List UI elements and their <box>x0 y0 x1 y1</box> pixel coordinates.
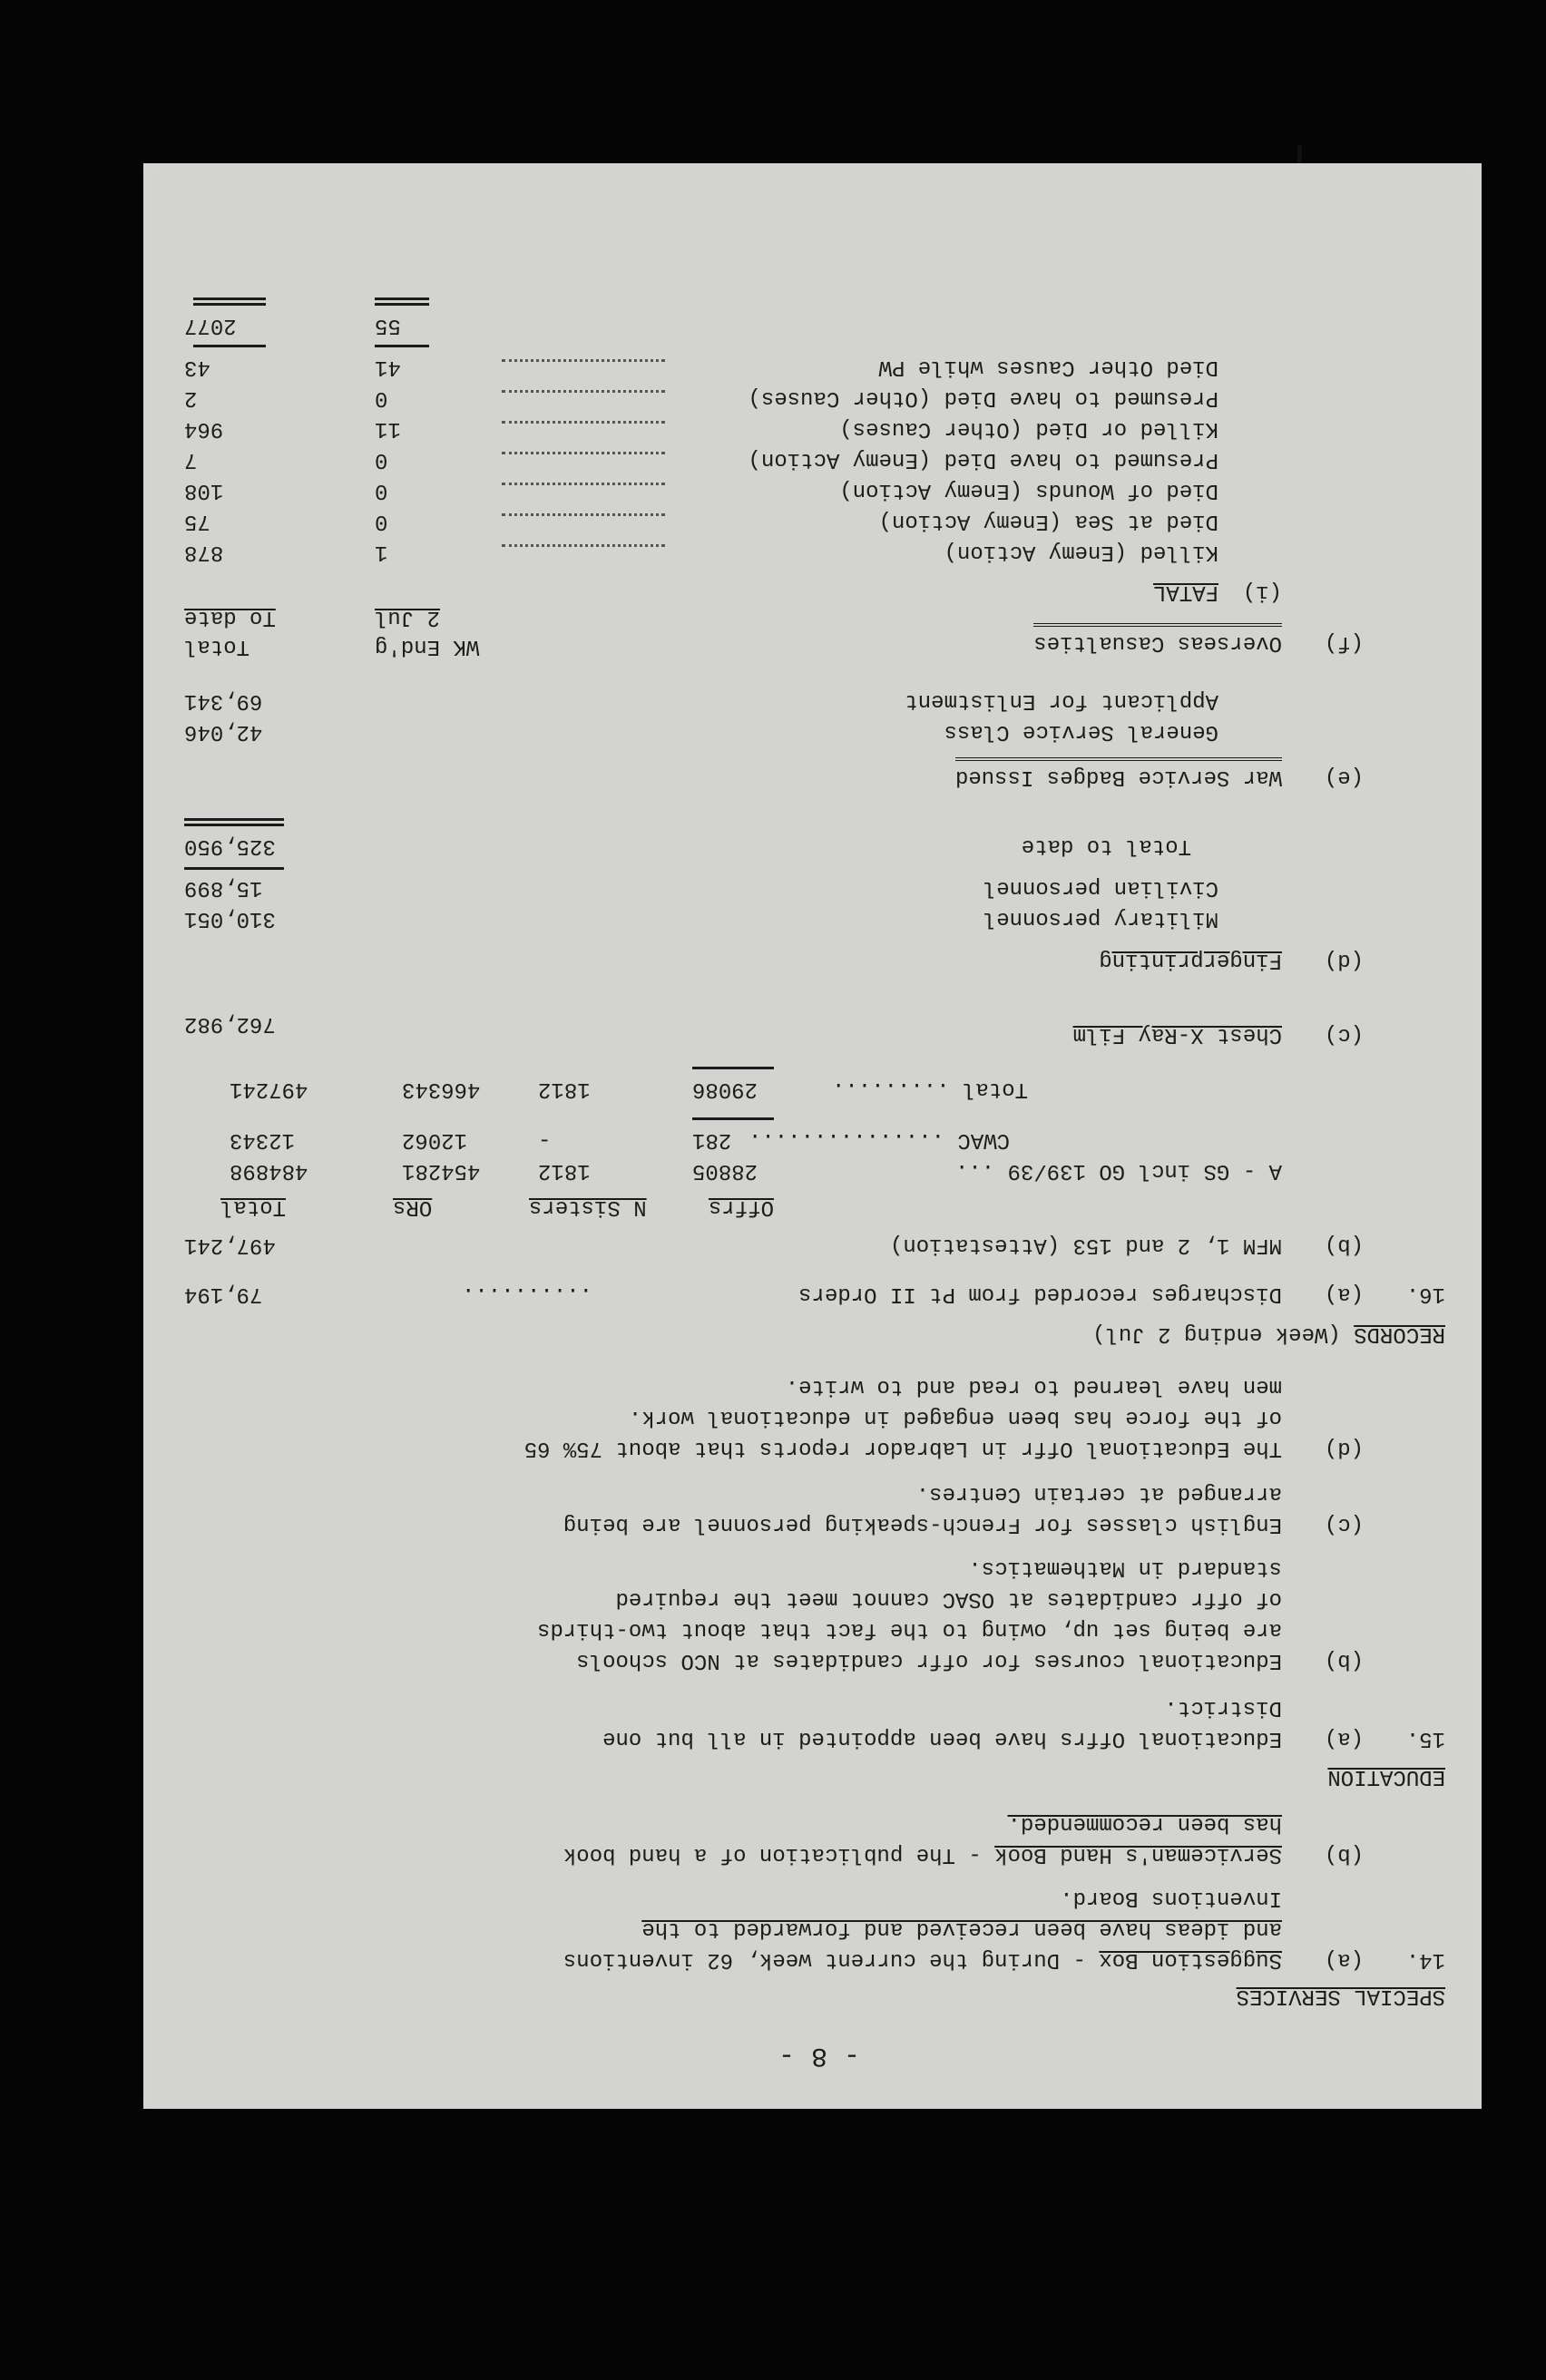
week-col-header-2: 2 Jul <box>375 605 441 629</box>
item-16a-label: (a) <box>1324 1282 1364 1306</box>
total-col-header-2: To date <box>184 605 276 629</box>
item-14a-label: (a) <box>1324 1947 1364 1972</box>
row-cwac-ors: 12062 <box>402 1127 468 1152</box>
row-total-label: Total <box>962 1077 1028 1101</box>
row-ags-n-sisters: 1812 <box>538 1158 591 1183</box>
fingerprint-total-label: Total to date <box>1021 834 1191 858</box>
fatal-row-label: Killed or Died (Other Causes) <box>839 416 1218 441</box>
item-16c-label: (c) <box>1324 1022 1364 1047</box>
week-sum-rule <box>375 345 429 347</box>
document-page <box>143 163 1482 2109</box>
fatal-row-week-value: 1 <box>375 540 388 564</box>
item-14b-line-1 <box>563 1839 1282 1869</box>
row-total-offrs: 29086 <box>692 1077 758 1101</box>
fatal-row-total-value: 878 <box>184 540 224 564</box>
item-15a-label: (a) <box>1324 1726 1364 1751</box>
item-16e-label: (e) <box>1324 765 1364 789</box>
col-header-n-sisters: N Sisters <box>529 1195 647 1219</box>
fatal-row-week-value: 0 <box>375 478 388 502</box>
fatal-row-label: Died at Sea (Enemy Action) <box>878 509 1218 533</box>
special-services-heading: SPECIAL SERVICES <box>1236 1984 1445 2008</box>
item-15a-line-1: Educational Offrs have been appointed in all but one <box>602 1726 1282 1751</box>
fatal-row-leader <box>502 421 665 444</box>
item-16-number: 16. <box>1405 1282 1445 1306</box>
item-14-number: 14. <box>1405 1947 1445 1972</box>
badges-applicant-value: 69,341 <box>184 688 263 713</box>
col-header-ors: ORs <box>393 1195 433 1219</box>
fingerprint-sum-rule <box>184 867 284 870</box>
fatal-week-total: 55 <box>375 313 401 337</box>
fatal-row-week-value: 0 <box>375 447 388 472</box>
item-15a-line-2: District. <box>1164 1695 1282 1720</box>
row-cwac-offrs: 281 <box>692 1127 732 1152</box>
fingerprint-total-rule <box>184 818 284 826</box>
fatal-label: (i) <box>1242 580 1282 604</box>
fatal-row-leader <box>502 359 665 382</box>
item-14a-line-2: and ideas have been received and forwarded to the <box>641 1917 1282 1941</box>
item-14a-line-1 <box>563 1944 1282 1975</box>
fatal-row-total-value: 75 <box>184 509 210 533</box>
badges-gs-value: 42,046 <box>184 719 263 744</box>
item-14b-label: (b) <box>1324 1842 1364 1867</box>
fingerprint-total-value: 325,950 <box>184 834 276 858</box>
row-cwac-n-sisters: - <box>538 1127 552 1152</box>
row-ags-ors: 454281 <box>402 1158 481 1183</box>
fatal-row-leader <box>502 544 665 567</box>
hand-book-title: Serviceman's Hand Book <box>994 1842 1282 1867</box>
item-16a-leader: .......... <box>461 1282 592 1306</box>
fatal-row-week-value: 41 <box>375 355 401 379</box>
fatal-row-total-value: 108 <box>184 478 224 502</box>
fatal-row-leader <box>502 452 665 474</box>
fatal-overall-total: 2077 <box>184 313 237 337</box>
item-15d-line-3: men have learned to read and to write. <box>785 1374 1282 1399</box>
suggestion-box-title: Suggestion Box <box>1099 1947 1282 1972</box>
badges-applicant-label: Applicant for Enlistment <box>905 688 1218 713</box>
hand-book-text: - The publication of a hand book <box>563 1842 995 1867</box>
fatal-row-label: Presumed to have Died (Other Causes) <box>748 385 1218 410</box>
fingerprint-civilian-value: 15,899 <box>184 875 263 900</box>
attestation-value: 497,241 <box>184 1233 276 1257</box>
table-row-label <box>832 1073 1028 1104</box>
row-total-leader: ......... <box>831 1077 950 1101</box>
item-16b-label: (b) <box>1324 1233 1364 1257</box>
item-15b-label: (b) <box>1324 1648 1364 1673</box>
fatal-row-label: Presumed to have Died (Enemy Action) <box>748 447 1218 472</box>
row-total-n-sisters: 1812 <box>538 1077 591 1101</box>
chest-xray-value: 762,982 <box>184 1011 276 1036</box>
row-ags-leader: ... <box>954 1158 995 1183</box>
fatal-title: FATAL <box>1152 580 1218 604</box>
records-week-note: (Week ending 2 Jul) <box>1092 1322 1341 1346</box>
fatal-row-week-value: 0 <box>375 385 388 410</box>
total-col-header-1: Total <box>184 634 250 658</box>
chest-xray-title: Chest X-Ray Film <box>1072 1022 1282 1047</box>
badges-title: War Service Badges Issued <box>955 757 1282 792</box>
item-16a-text: Discharges recorded from Pt II Orders <box>798 1282 1282 1306</box>
item-15b-line-3: of offr candidates at OSAC cannot meet the required <box>615 1586 1282 1611</box>
item-15c-line-1: English classes for French-speaking personnel are being <box>563 1512 1282 1536</box>
fatal-row-total-value: 43 <box>184 355 210 379</box>
row-cwac-total: 12343 <box>230 1127 296 1152</box>
item-15d-label: (d) <box>1324 1436 1364 1460</box>
offrs-sum-rule <box>692 1117 774 1120</box>
item-15d-line-2: of the force has been engaged in educational work. <box>628 1405 1282 1429</box>
edge-tick-mark <box>1297 145 1302 163</box>
badges-gs-label: General Service Class <box>944 719 1218 744</box>
page-number: - 8 - <box>778 2040 860 2071</box>
fatal-row-leader <box>502 483 665 505</box>
fatal-row-leader <box>502 513 665 536</box>
item-15b-line-4: standard in Mathematics. <box>968 1556 1282 1580</box>
week-total-rule <box>375 298 429 306</box>
item-15c-label: (c) <box>1324 1512 1364 1536</box>
item-14b-line-2: has been recommended. <box>1007 1811 1282 1836</box>
col-header-offrs: Offrs <box>708 1195 774 1219</box>
fatal-row-total-value: 7 <box>184 447 198 472</box>
item-16d-label: (d) <box>1324 948 1364 972</box>
row-ags-total: 484898 <box>230 1158 308 1183</box>
row-total-total: 497241 <box>230 1077 308 1101</box>
discharges-value: 79,194 <box>184 1282 263 1306</box>
row-ags-label: A - GS incl GO 139/39 <box>1007 1158 1282 1183</box>
item-14a-line-3: Inventions Board. <box>1060 1886 1282 1910</box>
item-16f-label: (f) <box>1324 630 1364 655</box>
fatal-row-week-value: 0 <box>375 509 388 533</box>
fingerprint-military-label: Military personnel <box>983 906 1218 931</box>
row-ags-offrs: 28805 <box>692 1158 758 1183</box>
offrs-total-rule <box>692 1067 774 1069</box>
row-cwac-leader: ............... <box>748 1127 944 1152</box>
fingerprint-civilian-label: Civilian personnel <box>983 875 1218 900</box>
table-row-label <box>955 1155 1282 1185</box>
fatal-row-label: Died of Wounds (Enemy Action) <box>839 478 1218 502</box>
fatal-row-total-value: 964 <box>184 416 224 441</box>
fatal-row-label: Killed (Enemy Action) <box>944 540 1218 564</box>
item-15-number: 15. <box>1405 1726 1445 1751</box>
week-col-header-1: WK End'g <box>375 634 480 658</box>
item-15c-line-2: arranged at certain Centres. <box>915 1481 1282 1506</box>
education-heading: EDUCATION <box>1327 1764 1445 1789</box>
fatal-row-leader <box>502 390 665 413</box>
fatal-row-total-value: 2 <box>184 385 198 410</box>
records-heading: RECORDS <box>1354 1322 1445 1346</box>
fatal-row-label: Died Other Causes while PW <box>878 355 1218 379</box>
row-total-ors: 466343 <box>402 1077 481 1101</box>
casualties-title: Overseas Casualties <box>1033 623 1282 658</box>
fatal-row-week-value: 11 <box>375 416 401 441</box>
overall-total-rule <box>193 298 266 306</box>
item-15b-line-2: are being set up, owing to the fact that about two-thirds <box>537 1617 1282 1642</box>
item-15d-line-1: The Educational Offr in Labrador reports that about 75% 65 <box>523 1436 1282 1460</box>
row-cwac-label: CWAC <box>957 1127 1010 1152</box>
item-15b-line-1: Educational courses for offr candidates at NCO schools <box>576 1648 1282 1673</box>
col-header-total: Total <box>220 1195 287 1219</box>
total-sum-rule <box>193 345 266 347</box>
suggestion-box-text: - During the current week, 62 inventions <box>563 1947 1100 1972</box>
fingerprinting-title: Fingerprinting <box>1099 948 1282 972</box>
records-heading-line <box>1092 1318 1445 1349</box>
item-16b-text: MFM 1, 2 and 153 (Attestation) <box>889 1233 1282 1257</box>
fingerprint-military-value: 310,051 <box>184 906 276 931</box>
